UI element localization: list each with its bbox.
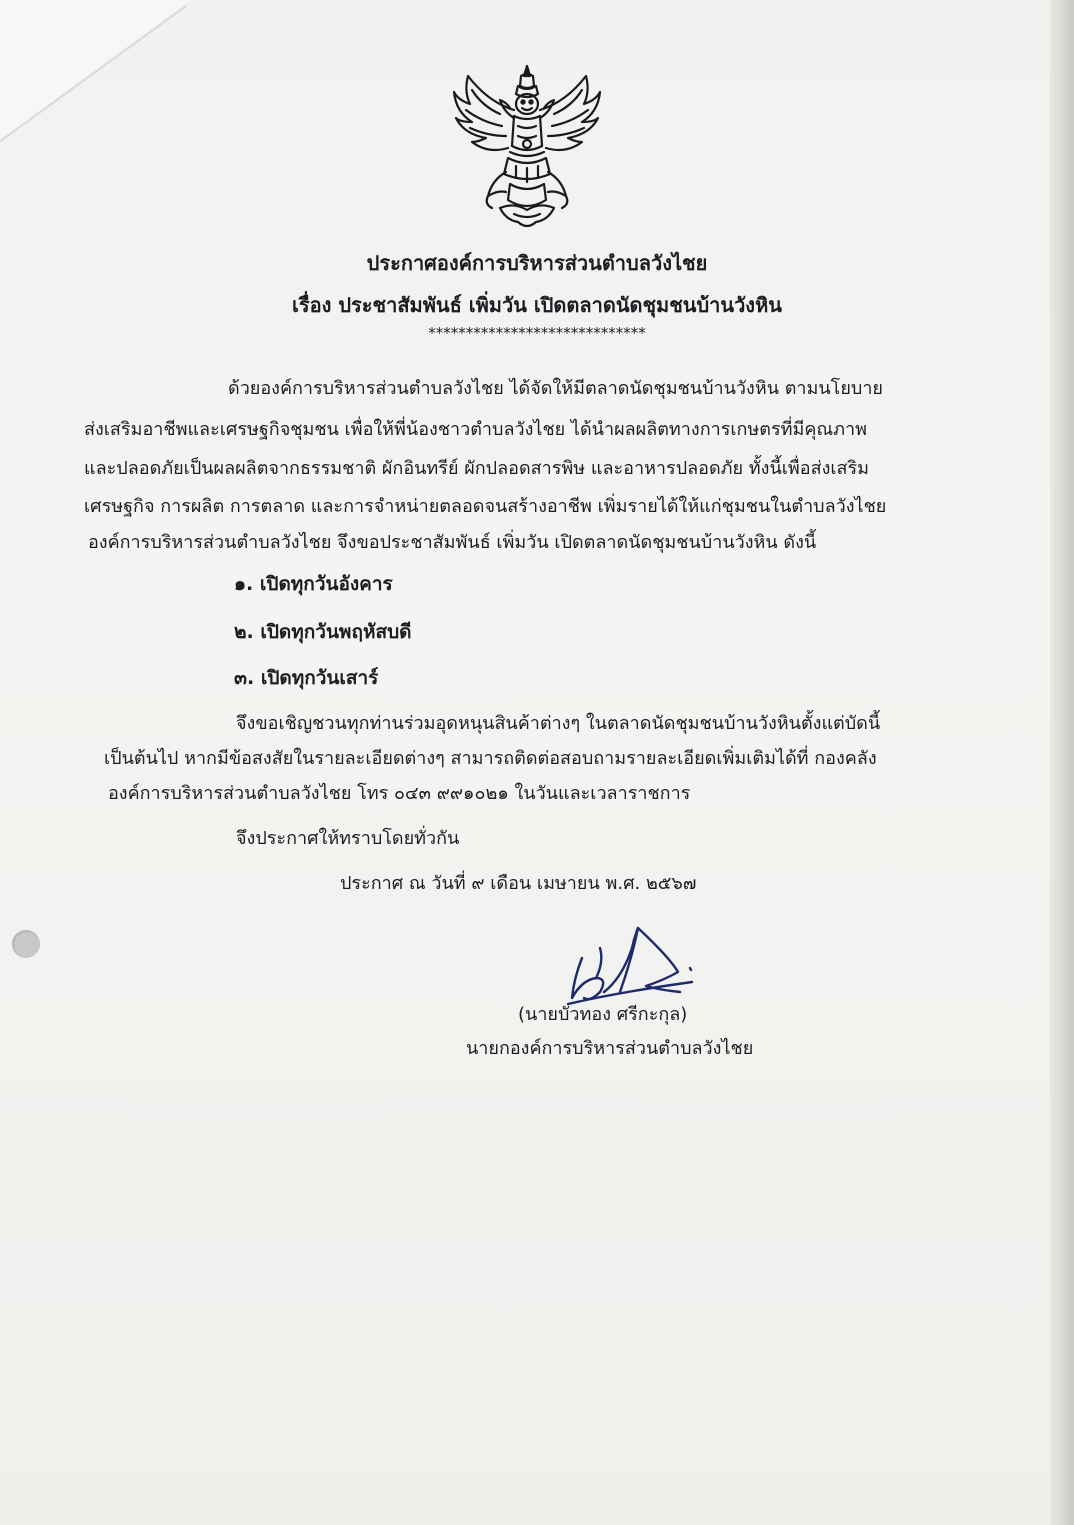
paragraph1-line: ด้วยองค์การบริหารส่วนตำบลวังไชย ได้จัดให้มีตลาดนัดชุมชนบ้านวังหิน ตามนโยบาย xyxy=(228,378,883,399)
paragraph1-line: ส่งเสริมอาชีพและเศรษฐกิจชุมชน เพื่อให้พี่น้องชาวตำบลวังไชย ได้นำผลผลิตทางการเกษตรที่มีคุณภาพ xyxy=(84,419,867,440)
announcement-date: ประกาศ ณ วันที่ ๙ เดือน เมษายน พ.ศ. ๒๕๖๗ xyxy=(340,873,697,894)
schedule-item: ๑. เปิดทุกวันอังคาร xyxy=(234,573,393,595)
paragraph1-line: เศรษฐกิจ การผลิต การตลาด และการจำหน่ายตลอดจนสร้างอาชีพ เพิ่มรายได้ให้แก่ชุมชนในตำบลวังไชย xyxy=(84,496,887,517)
document-subject: เรื่อง ประชาสัมพันธ์ เพิ่มวัน เปิดตลาดนัดชุมชนบ้านวังหิน xyxy=(292,293,782,317)
paragraph2-line: เป็นต้นไป หากมีข้อสงสัยในรายละเอียดต่างๆ สามารถติดต่อสอบถามรายละเอียดเพิ่มเติมได้ที่ กองคลัง xyxy=(104,748,877,769)
schedule-item: ๓. เปิดทุกวันเสาร์ xyxy=(234,667,379,689)
punch-hole xyxy=(12,930,40,958)
garuda-emblem-icon xyxy=(448,62,606,232)
paragraph1-line: และปลอดภัยเป็นผลผลิตจากธรรมชาติ ผักอินทรีย์ ผักปลอดสารพิษ และอาหารปลอดภัย ทั้งนี้เพื่อส่งเสริม xyxy=(84,458,870,479)
paragraph2-line: จึงขอเชิญชวนทุกท่านร่วมอุดหนุนสินค้าต่างๆ ในตลาดนัดชุมชนบ้านวังหินตั้งแต่บัดนี้ xyxy=(236,713,881,734)
page-edge-shadow xyxy=(1050,0,1074,1525)
signatory-position: นายกองค์การบริหารส่วนตำบลวังไชย xyxy=(466,1038,754,1059)
signatory-name: (นายบัวทอง ศรีกะกุล) xyxy=(518,1004,688,1025)
title-divider: ***************************** xyxy=(428,324,646,342)
paragraph1-line: องค์การบริหารส่วนตำบลวังไชย จึงขอประชาสัมพันธ์ เพิ่มวัน เปิดตลาดนัดชุมชนบ้านวังหิน ดังนี้ xyxy=(88,532,817,553)
document-title: ประกาศองค์การบริหารส่วนตำบลวังไชย xyxy=(366,251,708,275)
schedule-item: ๒. เปิดทุกวันพฤหัสบดี xyxy=(234,621,412,643)
paragraph2-line: องค์การบริหารส่วนตำบลวังไชย โทร ๐๔๓ ๙๙๑๐๒๑ ในวันและเวลาราชการ xyxy=(108,783,691,804)
closing-statement: จึงประกาศให้ทราบโดยทั่วกัน xyxy=(236,828,460,849)
